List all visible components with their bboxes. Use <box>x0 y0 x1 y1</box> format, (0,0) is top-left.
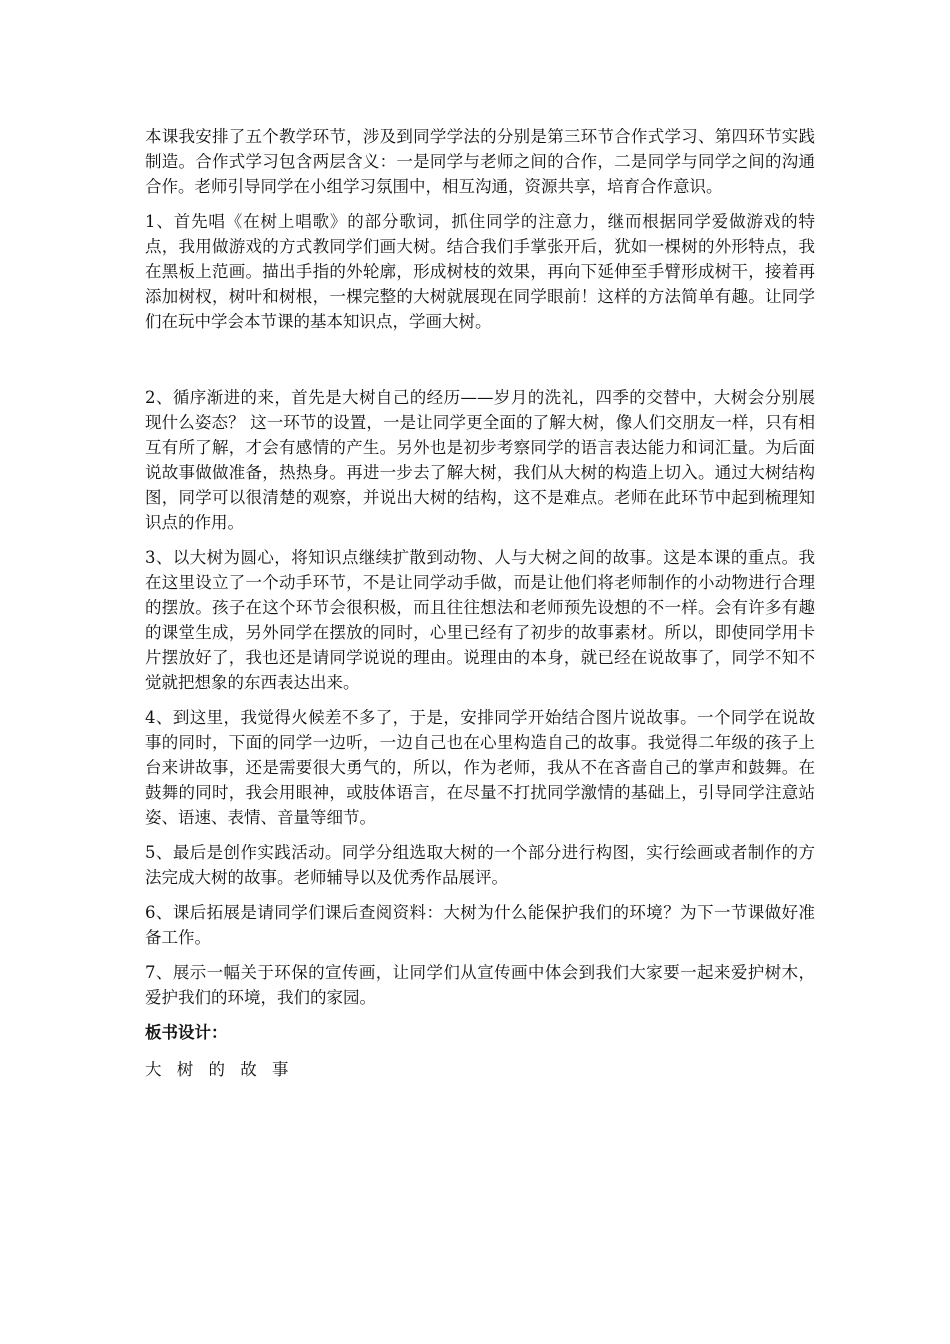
step-6-paragraph: 6、课后拓展是请同学们课后查阅资料：大树为什么能保护我们的环境？为下一节课做好准备工作。 <box>145 903 815 947</box>
step-2-paragraph: 2、循序渐进的来，首先是大树自己的经历——岁月的洗礼，四季的交替中，大树会分别展现什么姿态？ 这一环节的设置，一是让同学更全面的了解大树，像人们交朋友一样，只有相互有所了解，才会有感情的产生。另外也是初步考察同学的语言表达能力和词汇量。为后面说故事做做准备，热热身。再进一步去了解大树，我们从大树的构造上切入。通过大树结构图，同学可以很清楚的观察，并说出大树的结构，这不是难点。老师在此环节中起到梳理知识点的作用。 <box>145 388 815 532</box>
step-1-paragraph: 1、首先唱《在树上唱歌》的部分歌词，抓住同学的注意力，继而根据同学爱做游戏的特点，我用做游戏的方式教同学们画大树。结合我们手掌张开后，犹如一棵树的外形特点，我在黑板上范画。描出手指的外轮廓，形成树枝的效果，再向下延伸至手臂形成树干，接着再添加树杈，树叶和树根，一棵完整的大树就展现在同学眼前！这样的方法简单有趣。让同学们在玩中学会本节课的基本知识点，学画大树。 <box>145 212 815 331</box>
step-3-paragraph: 3、以大树为圆心，将知识点继续扩散到动物、人与大树之间的故事。这是本课的重点。我在这里设立了一个动手环节，不是让同学动手做，而是让他们将老师制作的小动物进行合理的摆放。孩子在这个环节会很积极，而且往往想法和老师预先设想的不一样。会有许多有趣的课堂生成，另外同学在摆放的同时，心里已经有了初步的故事素材。所以，即使同学用卡片摆放好了，我也还是请同学说说的理由。说理由的本身，就已经在说故事了，同学不知不觉就把想象的东西表达出来。 <box>145 548 815 692</box>
step-5-paragraph: 5、最后是创作实践活动。同学分组选取大树的一个部分进行构图，实行绘画或者制作的方法完成大树的故事。老师辅导以及优秀作品展评。 <box>145 843 815 887</box>
paragraph-spacer <box>145 344 815 385</box>
board-design-heading: 板书设计： <box>145 1023 228 1042</box>
intro-paragraph: 本课我安排了五个教学环节，涉及到同学学法的分别是第三环节合作式学习、第四环节实践制造。合作式学习包含两层含义：一是同学与老师之间的合作，二是同学与同学之间的沟通合作。老师引导同学在小组学习氛围中，相互沟通，资源共享，培育合作意识。 <box>145 127 815 196</box>
document-body <box>145 124 815 1082</box>
board-title: 大 树 的 故 事 <box>145 1060 294 1079</box>
step-7-paragraph: 7、展示一幅关于环保的宣传画，让同学们从宣传画中体会到我们大家要一起来爱护树木，爱护我们的环境，我们的家园。 <box>145 963 815 1007</box>
step-4-paragraph: 4、到这里，我觉得火候差不多了，于是，安排同学开始结合图片说故事。一个同学在说故事的同时，下面的同学一边听，一边自己也在心里构造自己的故事。我觉得二年级的孩子上台来讲故事，还是需要很大勇气的，所以，作为老师，我从不在吝啬自己的掌声和鼓舞。在鼓舞的同时，我会用眼神，或肢体语言，在尽量不打扰同学激情的基础上，引导同学注意站姿、语速、表情、音量等细节。 <box>145 708 815 827</box>
